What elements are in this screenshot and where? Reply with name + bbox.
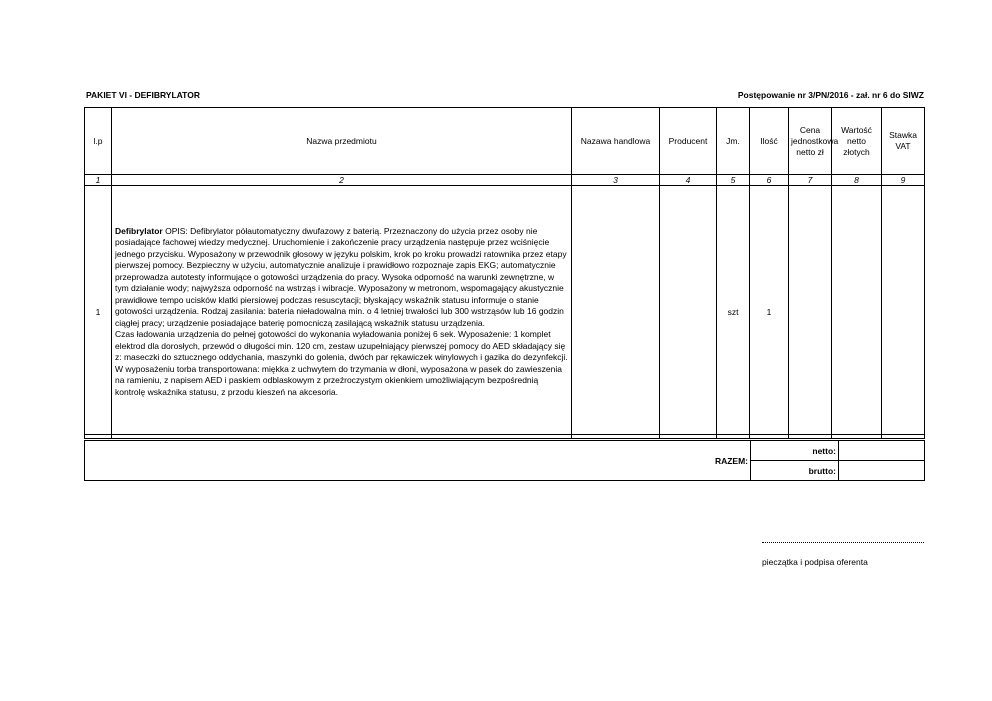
item-name: Defibrylator xyxy=(115,225,163,236)
col-producer: Producent xyxy=(660,108,717,175)
item-description-part2: Czas ładowania urządzenia do pełnej gotowości do wykonania wyładowania poniżej 6 sek. Wyposażenie: 1 komplet elektrod dla dorosłych, przewód o długości min. 120 cm, zestaw uzupełniający pierwszej pomocy do AED składający się z: maseczki do sztucznego oddychania, maszynki do golenia, dwóch par rękawiczek winylowych i gazika do dezynfekcji. W wyposażeniu torba transportowana: miękka z uchwytem do trzymania w dłoni, wyposażona w pasek do zawieszenia na ramieniu, z napisem AED i paskiem odblaskowym z przeźroczystym okienkiem umożliwiającym bezpośrednią kontrolę wskaźnika statusu, z przodu kieszeń na akcesoria. xyxy=(115,329,568,397)
col-number: 9 xyxy=(882,175,925,186)
signature-line xyxy=(762,542,924,543)
trade-name-cell[interactable] xyxy=(572,186,660,439)
table-header-row xyxy=(85,108,925,175)
column-number-row xyxy=(85,175,925,186)
razem-label: RAZEM: xyxy=(85,441,751,481)
col-number: 3 xyxy=(572,175,660,186)
packet-title: PAKIET VI - DEFIBRYLATOR xyxy=(86,90,200,100)
netto-label: netto: xyxy=(751,441,839,461)
table-bottom-rule xyxy=(84,434,924,435)
unit-price-cell[interactable] xyxy=(789,186,832,439)
col-number: 8 xyxy=(832,175,882,186)
vat-cell[interactable] xyxy=(882,186,925,439)
col-qty: Ilość xyxy=(750,108,789,175)
col-name: Nazwa przedmiotu xyxy=(112,108,572,175)
col-number: 2 xyxy=(112,175,572,186)
col-vat: Stawka VAT xyxy=(882,108,925,175)
offer-table xyxy=(84,107,925,439)
summary-table xyxy=(84,440,925,481)
brutto-label: brutto: xyxy=(751,461,839,481)
col-unit-price: Cena jednostkowa netto zł xyxy=(789,108,832,175)
col-number: 1 xyxy=(85,175,112,186)
netto-value-cell[interactable] xyxy=(839,441,925,461)
col-number: 6 xyxy=(750,175,789,186)
unit-cell: szt xyxy=(717,186,750,439)
table-row xyxy=(85,186,925,439)
net-value-cell[interactable] xyxy=(832,186,882,439)
producer-cell[interactable] xyxy=(660,186,717,439)
col-lp: l.p xyxy=(85,108,112,175)
item-description xyxy=(112,186,572,439)
row-lp: 1 xyxy=(85,186,112,439)
procedure-reference: Postępowanie nr 3/PN/2016 - zał. nr 6 do SIWZ xyxy=(737,90,924,100)
col-unit: Jm. xyxy=(717,108,750,175)
brutto-value-cell[interactable] xyxy=(839,461,925,481)
qty-cell: 1 xyxy=(750,186,789,439)
col-net-value: Wartość netto złotych xyxy=(832,108,882,175)
col-trade-name: Nazawa handlowa xyxy=(572,108,660,175)
signature-label: pieczątka i podpisa oferenta xyxy=(762,557,868,567)
item-description-part1: OPIS: Defibrylator półautomatyczny dwufazowy z baterią. Przeznaczony do użycia przez osoby nie posiadające fachowej wiedzy medycznej. Uruchomienie i zakończenie pracy urządzenia następuje przez wciśnięcie jednego przycisku. Wyposażony w przewodnik głosowy w języku polskim, krok po kroku prowadzi ratownika przez etapy pierwszej pomocy. Bezpieczny w użyciu, automatycznie analizuje i prawidłowo rozpoznaje zapis EKG; automatycznie przeprowadza autotesty informujące o gotowości urządzenia do pracy. Wysoka odporność na warunki zewnętrzne, w tym działanie wody; najwyższa odporność na wstrząs i wibracje. Wyposażony w metronom, wspomagający akustycznie prawidłowe tempo ucisków klatki piersiowej podczas resuscytacji; błyskający wskaźnik statusu informuje o stanie gotowości urządzenia. Rodzaj zasilania: bateria nieładowalna min. o 4 letniej trwałości lub 300 wstrząsów lub 16 godzin ciągłej pracy; urządzenie posiadające baterię pomocniczą zasilającą wskaźnik statusu urządzenia. xyxy=(115,225,567,328)
col-number: 7 xyxy=(789,175,832,186)
col-number: 5 xyxy=(717,175,750,186)
col-number: 4 xyxy=(660,175,717,186)
